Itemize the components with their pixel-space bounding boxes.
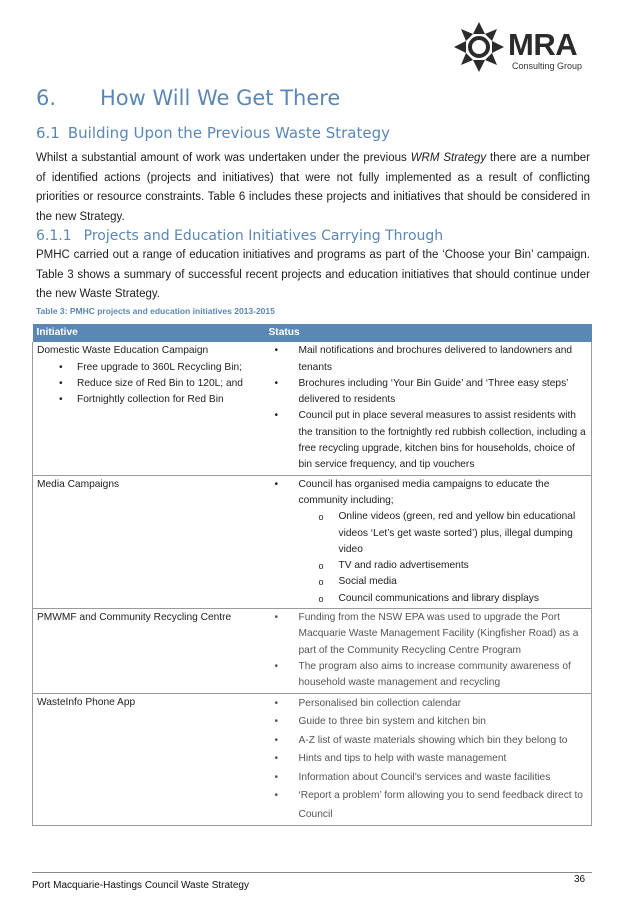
sub-subsection-number: 6.1.1 bbox=[36, 228, 72, 244]
mra-logo bbox=[452, 20, 592, 76]
list-item: • Free upgrade to 360L Recycling Bin; bbox=[37, 360, 261, 376]
initiative-sublist bbox=[37, 360, 261, 409]
initiative-cell: WasteInfo Phone App bbox=[33, 693, 265, 826]
list-item: o Online videos (green, red and yellow bin educational videos ‘Let’s get waste sorted’) plus, illegal dumping video bbox=[299, 509, 588, 558]
list-item: • Fortnightly collection for Red Bin bbox=[37, 392, 261, 408]
para1-text-after: there are a number of identified actions (projects and initiatives) that were not fully implemented as a result of conflicting priorities or resource constraints. Table 6 includes these projects and initiatives that should be considered in the new Strategy. bbox=[36, 152, 590, 223]
sub-subsection-heading bbox=[36, 228, 443, 244]
list-item bbox=[269, 477, 588, 607]
footer-divider bbox=[32, 872, 592, 873]
list-item: • Brochures including ‘Your Bin Guide’ and ‘Three easy steps’ delivered to residents bbox=[269, 376, 588, 409]
header-initiative: Initiative bbox=[33, 324, 265, 342]
status-list bbox=[269, 610, 588, 691]
list-item: • Hints and tips to help with waste management bbox=[269, 750, 588, 769]
list-item: • Information about Council’s services and waste facilities bbox=[269, 769, 588, 788]
logo-name: MRA bbox=[508, 27, 578, 62]
status-text: Council has organised media campaigns to educate the community including; bbox=[298, 478, 550, 506]
initiative-cell bbox=[33, 342, 265, 475]
subsection-heading bbox=[36, 124, 390, 142]
initiatives-table bbox=[32, 324, 592, 826]
status-list bbox=[269, 477, 588, 607]
list-item: • Guide to three bin system and kitchen bin bbox=[269, 713, 588, 732]
table-row bbox=[33, 342, 592, 475]
list-item: • The program also aims to increase community awareness of household waste management and recycling bbox=[269, 659, 588, 692]
section-heading bbox=[36, 86, 340, 110]
para1-text-before: Whilst a substantial amount of work was undertaken under the previous bbox=[36, 152, 411, 164]
list-item: • Mail notifications and brochures delivered to landowners and tenants bbox=[269, 343, 588, 376]
status-list bbox=[269, 695, 588, 825]
table-row bbox=[33, 693, 592, 826]
projects-paragraph: PMHC carried out a range of education initiatives and programs as part of the ‘Choose your Bin’ campaign. Table 3 shows a summary of successful recent projects and education initiatives that should continue under the new Waste Strategy. bbox=[36, 249, 590, 300]
initiative-title: Domestic Waste Education Campaign bbox=[37, 345, 209, 357]
status-cell bbox=[265, 693, 592, 826]
table-row bbox=[33, 475, 592, 608]
logo-subtitle: Consulting Group bbox=[512, 61, 583, 71]
footer-text: Port Macquarie-Hastings Council Waste Strategy bbox=[32, 880, 249, 891]
table-caption: Table 3: PMHC projects and education initiatives 2013-2015 bbox=[36, 306, 275, 316]
initiative-cell: Media Campaigns bbox=[33, 475, 265, 608]
header-status: Status bbox=[265, 324, 592, 342]
list-item: • ‘Report a problem’ form allowing you to send feedback direct to Council bbox=[269, 787, 588, 824]
status-cell bbox=[265, 475, 592, 608]
page-number: 36 bbox=[574, 874, 586, 885]
list-item: o Social media bbox=[299, 574, 588, 590]
list-item: o TV and radio advertisements bbox=[299, 558, 588, 574]
section-number: 6. bbox=[36, 86, 57, 110]
list-item: o Council communications and library displays bbox=[299, 591, 588, 607]
sub-subsection-title: Projects and Education Initiatives Carrying Through bbox=[83, 228, 444, 244]
mra-emblem-icon bbox=[452, 20, 506, 74]
section-title: How Will We Get There bbox=[100, 86, 341, 110]
status-sublist bbox=[299, 509, 588, 607]
list-item: • A-Z list of waste materials showing which bin they belong to bbox=[269, 732, 588, 751]
list-item: • Personalised bin collection calendar bbox=[269, 695, 588, 714]
status-cell bbox=[265, 609, 592, 693]
para1-emphasis: WRM Strategy bbox=[410, 152, 487, 164]
status-list bbox=[269, 343, 588, 473]
subsection-number: 6.1 bbox=[36, 124, 60, 142]
intro-paragraph bbox=[36, 149, 590, 227]
subsection-title: Building Upon the Previous Waste Strategy bbox=[67, 124, 391, 142]
initiative-cell: PMWMF and Community Recycling Centre bbox=[33, 609, 265, 693]
list-item: • Funding from the NSW EPA was used to upgrade the Port Macquarie Waste Management Facility (Kingfisher Road) as a part of the Community Recycling Centre Program bbox=[269, 610, 588, 659]
table-row bbox=[33, 609, 592, 693]
status-cell bbox=[265, 342, 592, 475]
list-item: • Council put in place several measures to assist residents with the transition to the fortnightly red rubbish collection, including a free recycling upgrade, kitchen bins for households, choice of bin service frequency, and tip vouchers bbox=[269, 408, 588, 473]
list-item: • Reduce size of Red Bin to 120L; and bbox=[37, 376, 261, 392]
table-header-row bbox=[33, 324, 592, 342]
